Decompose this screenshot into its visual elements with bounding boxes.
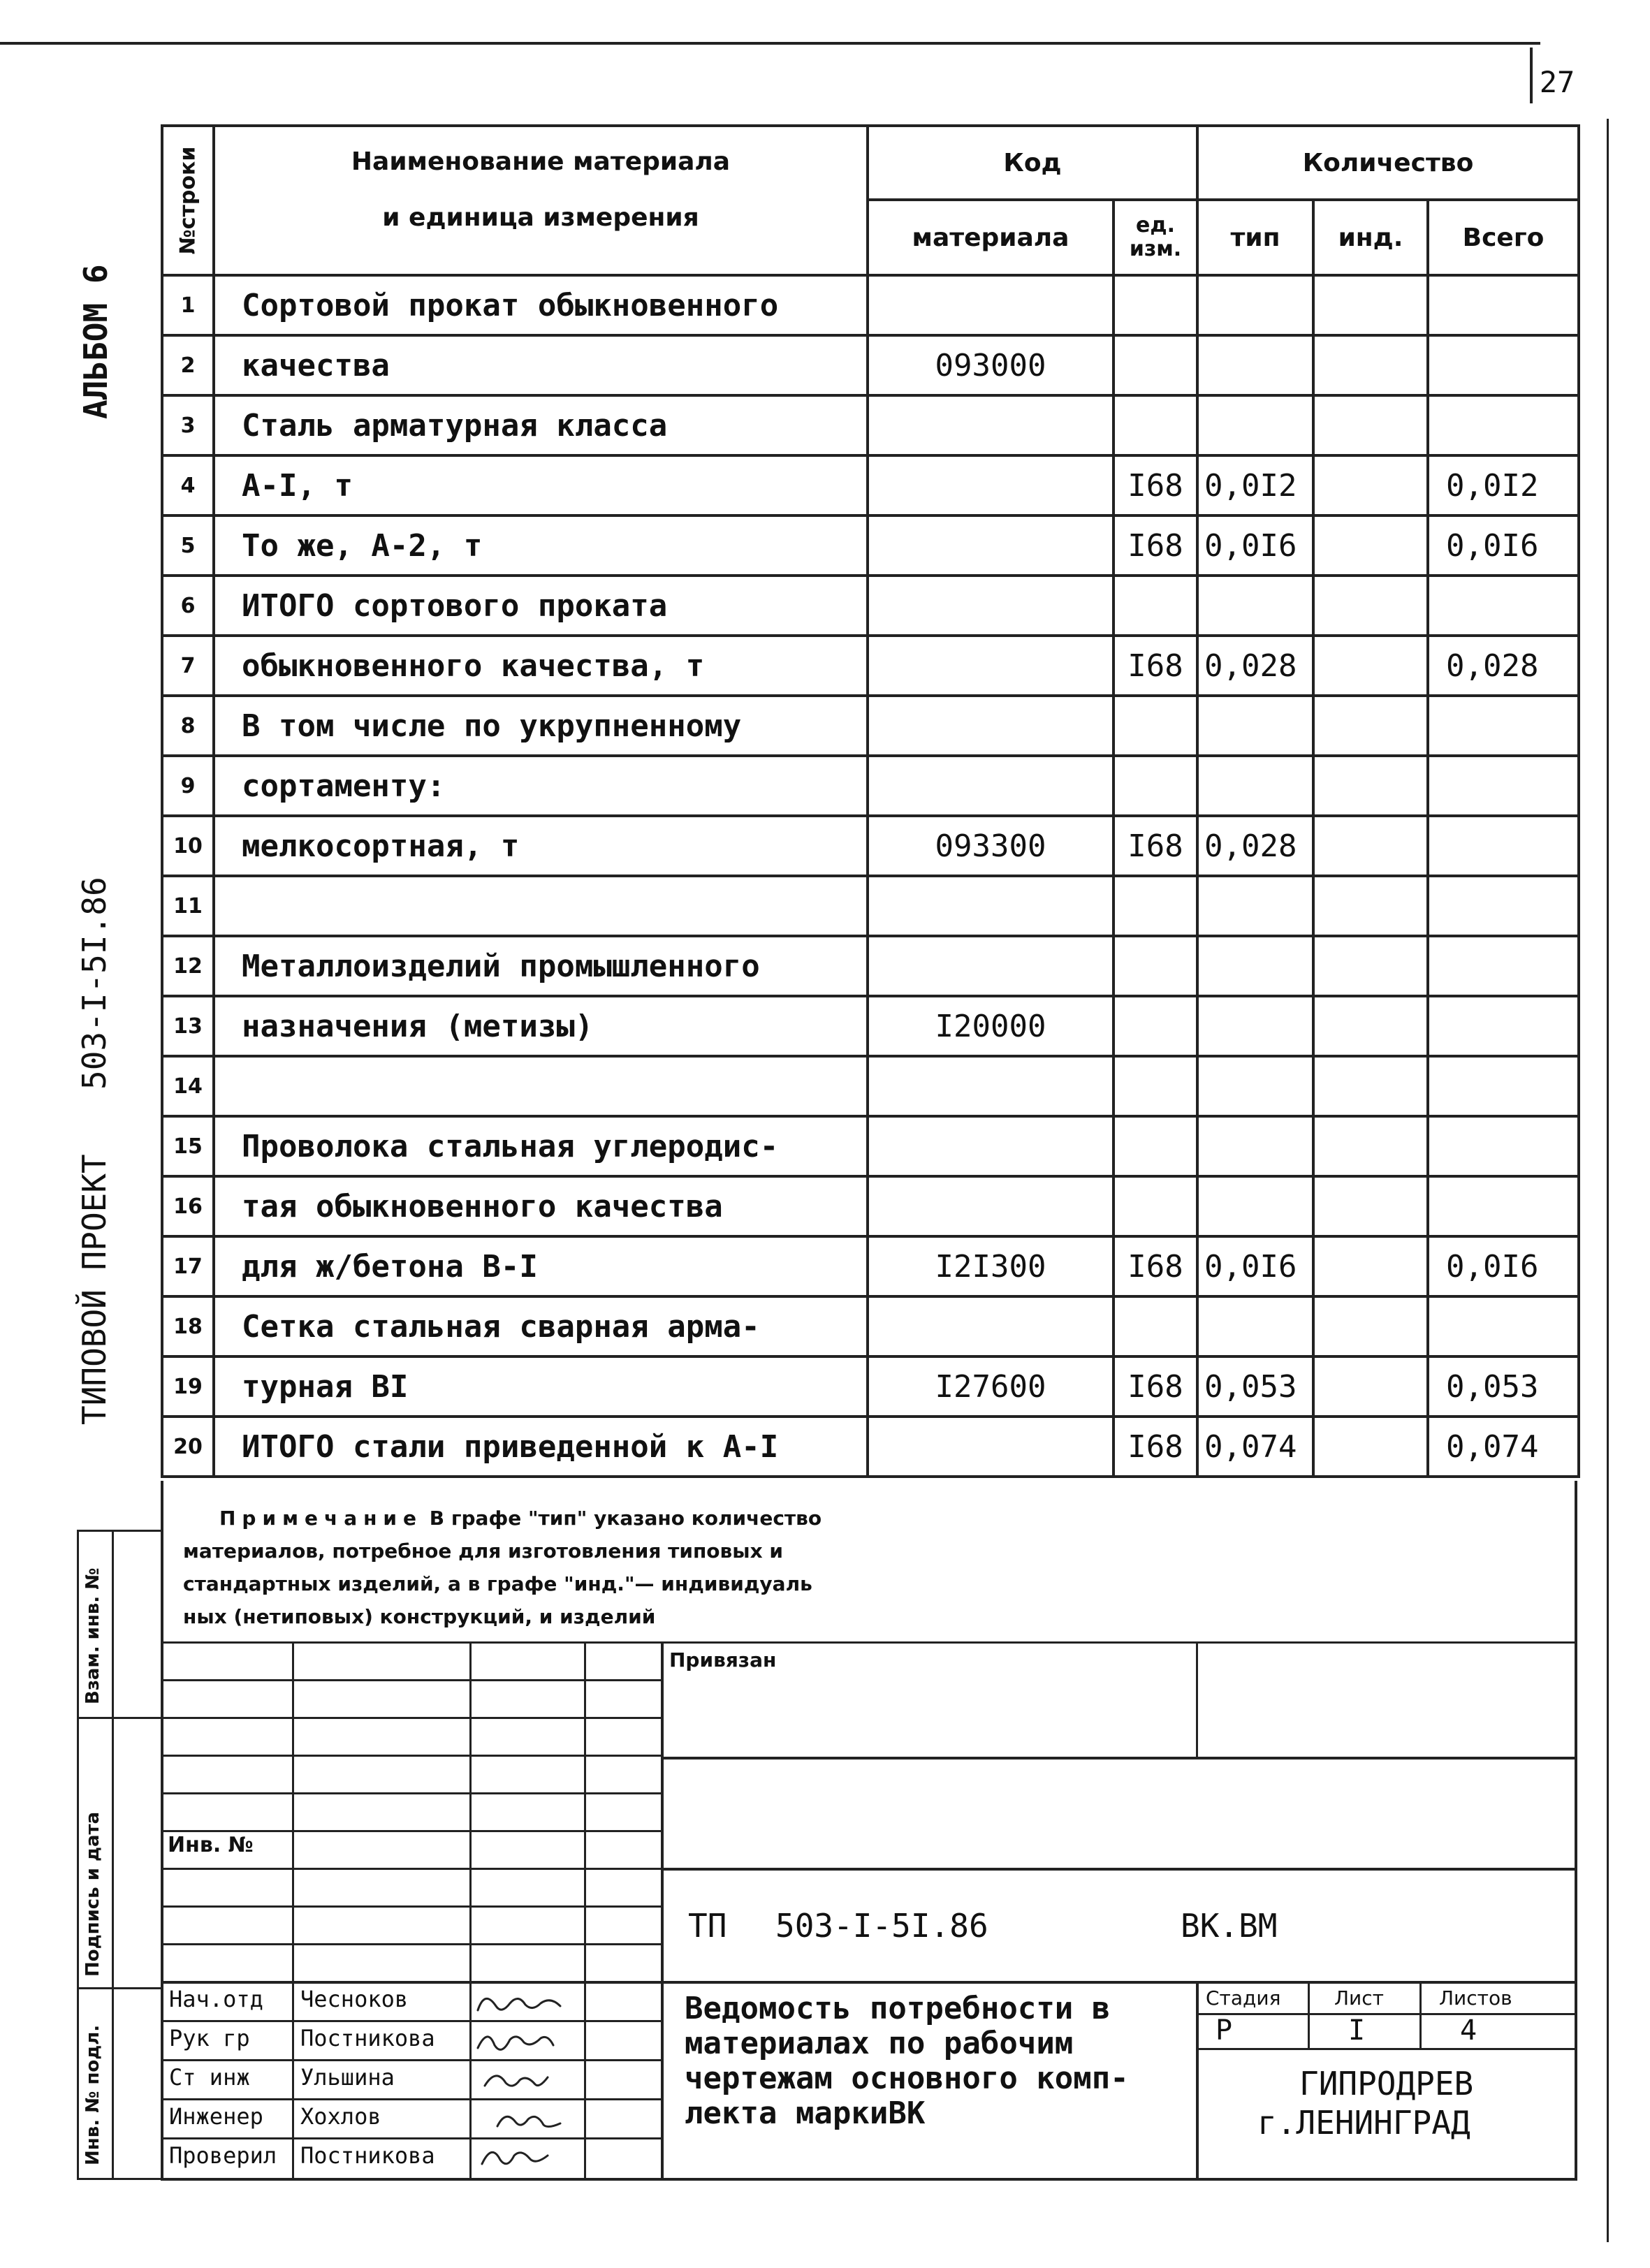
row-number-cell: 18 bbox=[162, 1296, 214, 1356]
row-total-cell bbox=[1428, 1176, 1579, 1236]
row-name-cell: Сетка стальная сварная арма- bbox=[214, 1296, 868, 1356]
stage-bottom bbox=[1196, 2048, 1575, 2050]
row-unit-cell bbox=[1114, 1176, 1197, 1236]
table-row bbox=[162, 1417, 1579, 1477]
grid-h2 bbox=[161, 1717, 661, 1719]
row-type-cell bbox=[1197, 936, 1313, 996]
row-ind-cell bbox=[1313, 1296, 1428, 1356]
row-number-cell: 13 bbox=[162, 996, 214, 1056]
stamp-right-rule bbox=[1575, 1481, 1577, 2179]
signature-3 bbox=[485, 2076, 548, 2086]
grid-h11 bbox=[161, 2059, 661, 2061]
header-name: Наименование материала и единица измерения bbox=[214, 126, 868, 275]
table-row bbox=[162, 816, 1579, 876]
row-unit-cell: I68 bbox=[1114, 816, 1197, 876]
row-name-cell: для ж/бетона В-I bbox=[214, 1236, 868, 1296]
row-code-cell bbox=[868, 696, 1114, 756]
top-rule bbox=[0, 42, 1540, 45]
header-ind: инд. bbox=[1313, 200, 1428, 275]
row-name-cell: мелкосортная, т bbox=[214, 816, 868, 876]
row-unit-cell bbox=[1114, 576, 1197, 636]
row-code-cell bbox=[868, 936, 1114, 996]
row-number-cell: 8 bbox=[162, 696, 214, 756]
row-number-cell: 20 bbox=[162, 1417, 214, 1477]
row-name-cell: Металлоизделий промышленного bbox=[214, 936, 868, 996]
grid-h10 bbox=[161, 2020, 661, 2022]
row-name-cell: То же, А-2, т bbox=[214, 515, 868, 576]
sheets-label: Листов bbox=[1439, 1987, 1512, 2010]
side-stamp-label-2: Подпись и дата bbox=[82, 1811, 103, 1977]
signature-1 bbox=[478, 1998, 560, 2010]
row-unit-cell bbox=[1114, 756, 1197, 816]
row-type-cell: 0,0I6 bbox=[1197, 1236, 1313, 1296]
row-type-cell bbox=[1197, 576, 1313, 636]
header-unit: ед. изм. bbox=[1114, 200, 1197, 275]
row-ind-cell bbox=[1313, 756, 1428, 816]
row-type-cell bbox=[1197, 275, 1313, 335]
row-ind-cell bbox=[1313, 1116, 1428, 1176]
row-number-cell: 19 bbox=[162, 1356, 214, 1417]
row-type-cell bbox=[1197, 1056, 1313, 1116]
row-ind-cell bbox=[1313, 816, 1428, 876]
row-code-cell: 093300 bbox=[868, 816, 1114, 876]
row-code-cell bbox=[868, 515, 1114, 576]
row-code-cell bbox=[868, 756, 1114, 816]
row-ind-cell bbox=[1313, 335, 1428, 395]
person-name-5: Постникова bbox=[300, 2142, 435, 2169]
row-ind-cell bbox=[1313, 395, 1428, 455]
row-total-cell: 0,053 bbox=[1428, 1356, 1579, 1417]
doc-title-line-1: Ведомость потребности в bbox=[685, 1991, 1111, 2026]
grid-h3 bbox=[161, 1755, 661, 1757]
row-number-cell: 17 bbox=[162, 1236, 214, 1296]
row-name-cell: В том числе по укрупненному bbox=[214, 696, 868, 756]
row-unit-cell bbox=[1114, 1056, 1197, 1116]
row-total-cell bbox=[1428, 576, 1579, 636]
row-ind-cell bbox=[1313, 275, 1428, 335]
note-line-4: ных (нетиповых) конструкций, и изделий bbox=[183, 1605, 656, 1628]
row-code-cell bbox=[868, 1296, 1114, 1356]
row-unit-cell: I68 bbox=[1114, 636, 1197, 696]
side-stamp-label-3: Инв. № подл. bbox=[82, 2024, 103, 2165]
person-name-3: Ульшина bbox=[300, 2064, 395, 2091]
signature-4 bbox=[497, 2116, 560, 2126]
row-code-cell bbox=[868, 275, 1114, 335]
note-block bbox=[183, 1502, 1566, 1633]
row-code-cell bbox=[868, 1417, 1114, 1477]
person-name-1: Чесноков bbox=[300, 1986, 409, 2012]
row-total-cell: 0,0I6 bbox=[1428, 1236, 1579, 1296]
side-strip-div-2 bbox=[77, 1987, 161, 1989]
row-unit-cell bbox=[1114, 275, 1197, 335]
row-name-cell: тая обыкновенного качества bbox=[214, 1176, 868, 1236]
table-row bbox=[162, 395, 1579, 455]
row-name-cell bbox=[214, 1056, 868, 1116]
row-name-cell: Сталь арматурная класса bbox=[214, 395, 868, 455]
doc-code-prefix: ТП bbox=[688, 1907, 727, 1945]
row-code-cell bbox=[868, 1056, 1114, 1116]
doc-mark: ВК.ВМ bbox=[1181, 1907, 1278, 1945]
row-ind-cell bbox=[1313, 455, 1428, 515]
table-row bbox=[162, 576, 1579, 636]
grid-h1 bbox=[161, 1679, 661, 1681]
row-code-cell bbox=[868, 1176, 1114, 1236]
row-type-cell bbox=[1197, 876, 1313, 936]
signature-2 bbox=[478, 2037, 553, 2050]
row-total-cell bbox=[1428, 816, 1579, 876]
table-row bbox=[162, 636, 1579, 696]
side-strip-outer bbox=[112, 1530, 114, 2179]
side-strip-div-1 bbox=[77, 1717, 161, 1719]
doc-title-line-3: чертежам основного комп- bbox=[685, 2061, 1129, 2096]
row-unit-cell bbox=[1114, 395, 1197, 455]
row-type-cell: 0,053 bbox=[1197, 1356, 1313, 1417]
table-row bbox=[162, 1116, 1579, 1176]
code-top bbox=[661, 1868, 1577, 1871]
row-code-cell: I20000 bbox=[868, 996, 1114, 1056]
row-name-cell: ИТОГО сортового проката bbox=[214, 576, 868, 636]
stage-value: Р bbox=[1215, 2014, 1233, 2047]
side-strip-bottom bbox=[77, 2178, 161, 2180]
row-code-cell: 093000 bbox=[868, 335, 1114, 395]
row-code-cell: I27600 bbox=[868, 1356, 1114, 1417]
table-row bbox=[162, 996, 1579, 1056]
row-unit-cell: I68 bbox=[1114, 1356, 1197, 1417]
side-stamp-label-1: Взам. инв. № bbox=[82, 1567, 103, 1704]
row-type-cell: 0,028 bbox=[1197, 816, 1313, 876]
row-unit-cell bbox=[1114, 996, 1197, 1056]
table-row bbox=[162, 335, 1579, 395]
table-row bbox=[162, 756, 1579, 816]
stamp-bottom-rule bbox=[161, 2178, 1577, 2181]
row-number-cell: 9 bbox=[162, 756, 214, 816]
row-number-cell: 2 bbox=[162, 335, 214, 395]
row-type-cell: 0,074 bbox=[1197, 1417, 1313, 1477]
grid-h8 bbox=[161, 1943, 661, 1945]
side-album-label: АЛЬБОМ 6 bbox=[77, 264, 115, 419]
row-ind-cell bbox=[1313, 576, 1428, 636]
table-row bbox=[162, 275, 1579, 335]
row-ind-cell bbox=[1313, 876, 1428, 936]
row-name-cell: качества bbox=[214, 335, 868, 395]
row-number-cell: 12 bbox=[162, 936, 214, 996]
row-type-cell bbox=[1197, 395, 1313, 455]
row-total-cell bbox=[1428, 1116, 1579, 1176]
row-type-cell bbox=[1197, 1176, 1313, 1236]
table-row bbox=[162, 1056, 1579, 1116]
row-total-cell: 0,028 bbox=[1428, 636, 1579, 696]
row-unit-cell bbox=[1114, 1296, 1197, 1356]
row-unit-cell: I68 bbox=[1114, 455, 1197, 515]
note-line-1: В графе "тип" указано количество bbox=[423, 1507, 822, 1530]
row-unit-cell bbox=[1114, 335, 1197, 395]
grid-h6 bbox=[161, 1868, 661, 1870]
table-row bbox=[162, 696, 1579, 756]
row-total-cell bbox=[1428, 876, 1579, 936]
table-row bbox=[162, 1296, 1579, 1356]
table-row bbox=[162, 515, 1579, 576]
materials-table bbox=[161, 124, 1580, 1478]
row-number-cell: 6 bbox=[162, 576, 214, 636]
person-role-2: Рук гр bbox=[169, 2025, 250, 2051]
row-number-cell: 1 bbox=[162, 275, 214, 335]
row-unit-cell bbox=[1114, 876, 1197, 936]
header-total: Всего bbox=[1428, 200, 1579, 275]
row-name-cell: турная ВI bbox=[214, 1356, 868, 1417]
row-unit-cell: I68 bbox=[1114, 1236, 1197, 1296]
row-total-cell bbox=[1428, 395, 1579, 455]
sheets-value: 4 bbox=[1460, 2014, 1477, 2047]
sheet-value: I bbox=[1348, 2014, 1366, 2047]
side-strip-inner bbox=[77, 1530, 79, 2179]
row-type-cell: 0,0I6 bbox=[1197, 515, 1313, 576]
row-type-cell bbox=[1197, 996, 1313, 1056]
row-unit-cell bbox=[1114, 936, 1197, 996]
row-type-cell bbox=[1197, 335, 1313, 395]
person-role-5: Проверил bbox=[169, 2142, 277, 2169]
stamp-top-rule bbox=[161, 1641, 1577, 1644]
row-name-cell: Проволока стальная углеродис- bbox=[214, 1116, 868, 1176]
row-name-cell: ИТОГО стали приведенной к А-I bbox=[214, 1417, 868, 1477]
row-total-cell bbox=[1428, 1056, 1579, 1116]
header-row-no: №строки bbox=[162, 126, 214, 275]
row-type-cell bbox=[1197, 1296, 1313, 1356]
stage-mid bbox=[1196, 2013, 1575, 2015]
doc-title-line-4: лекта маркиВК bbox=[685, 2095, 926, 2131]
row-name-cell: Сортовой прокат обыкновенного bbox=[214, 275, 868, 335]
header-type: тип bbox=[1197, 200, 1313, 275]
row-total-cell bbox=[1428, 996, 1579, 1056]
table-row bbox=[162, 455, 1579, 515]
table-row bbox=[162, 876, 1579, 936]
row-code-cell bbox=[868, 395, 1114, 455]
row-name-cell: обыкновенного качества, т bbox=[214, 636, 868, 696]
table-row bbox=[162, 1356, 1579, 1417]
privyazan-divider bbox=[1196, 1641, 1198, 1757]
privyazan-bottom bbox=[661, 1757, 1577, 1759]
row-total-cell bbox=[1428, 1296, 1579, 1356]
row-total-cell bbox=[1428, 696, 1579, 756]
row-number-cell: 14 bbox=[162, 1056, 214, 1116]
side-project-type: ТИПОВОЙ ПРОЕКТ bbox=[75, 1154, 113, 1425]
inv-no-label: Инв. № bbox=[168, 1833, 254, 1857]
row-number-cell: 11 bbox=[162, 876, 214, 936]
row-ind-cell bbox=[1313, 1176, 1428, 1236]
stage-label: Стадия bbox=[1206, 1987, 1281, 2010]
row-total-cell bbox=[1428, 936, 1579, 996]
row-name-cell: сортаменту: bbox=[214, 756, 868, 816]
row-number-cell: 10 bbox=[162, 816, 214, 876]
grid-h7 bbox=[161, 1905, 661, 1908]
grid-h4 bbox=[161, 1792, 661, 1794]
doc-code: 503-I-5I.86 bbox=[775, 1907, 988, 1945]
row-total-cell bbox=[1428, 756, 1579, 816]
row-code-cell bbox=[868, 636, 1114, 696]
grid-h9 bbox=[161, 1981, 661, 1984]
note-title: Примечание bbox=[219, 1507, 423, 1530]
privyazan-label: Привязан bbox=[669, 1648, 777, 1671]
row-name-cell: назначения (метизы) bbox=[214, 996, 868, 1056]
row-ind-cell bbox=[1313, 1356, 1428, 1417]
row-number-cell: 16 bbox=[162, 1176, 214, 1236]
row-number-cell: 4 bbox=[162, 455, 214, 515]
header-quantity: Количество bbox=[1197, 126, 1579, 200]
row-code-cell bbox=[868, 576, 1114, 636]
row-number-cell: 3 bbox=[162, 395, 214, 455]
header-code-material: материала bbox=[868, 200, 1114, 275]
row-ind-cell bbox=[1313, 1056, 1428, 1116]
row-ind-cell bbox=[1313, 936, 1428, 996]
row-number-cell: 5 bbox=[162, 515, 214, 576]
page-number: 27 bbox=[1530, 47, 1582, 103]
grid-h13 bbox=[161, 2137, 661, 2139]
row-code-cell bbox=[868, 876, 1114, 936]
grid-h5 bbox=[161, 1830, 661, 1832]
row-unit-cell bbox=[1114, 696, 1197, 756]
row-code-cell bbox=[868, 1116, 1114, 1176]
row-number-cell: 15 bbox=[162, 1116, 214, 1176]
row-type-cell bbox=[1197, 756, 1313, 816]
person-role-3: Ст инж bbox=[169, 2064, 250, 2091]
row-name-cell: А-I, т bbox=[214, 455, 868, 515]
row-type-cell bbox=[1197, 696, 1313, 756]
header-code: Код bbox=[868, 126, 1197, 200]
note-line-3: стандартных изделий, а в графе "инд."— индивидуаль bbox=[183, 1572, 812, 1595]
row-unit-cell: I68 bbox=[1114, 1417, 1197, 1477]
row-number-cell: 7 bbox=[162, 636, 214, 696]
person-role-1: Нач.отд bbox=[169, 1986, 263, 2012]
row-total-cell: 0,074 bbox=[1428, 1417, 1579, 1477]
row-type-cell: 0,028 bbox=[1197, 636, 1313, 696]
person-name-2: Постникова bbox=[300, 2025, 435, 2051]
row-type-cell bbox=[1197, 1116, 1313, 1176]
row-ind-cell bbox=[1313, 1236, 1428, 1296]
org-city: г.ЛЕНИНГРАД bbox=[1257, 2104, 1470, 2142]
person-role-4: Инженер bbox=[169, 2103, 263, 2130]
row-unit-cell bbox=[1114, 1116, 1197, 1176]
table-row bbox=[162, 1236, 1579, 1296]
row-total-cell bbox=[1428, 275, 1579, 335]
row-total-cell bbox=[1428, 335, 1579, 395]
row-code-cell: I2I300 bbox=[868, 1236, 1114, 1296]
row-total-cell: 0,0I2 bbox=[1428, 455, 1579, 515]
row-ind-cell bbox=[1313, 636, 1428, 696]
note-line-2: материалов, потребное для изготовления типовых и bbox=[183, 1539, 783, 1563]
row-code-cell bbox=[868, 455, 1114, 515]
row-type-cell: 0,0I2 bbox=[1197, 455, 1313, 515]
row-ind-cell bbox=[1313, 996, 1428, 1056]
title-top bbox=[661, 1981, 1577, 1984]
person-name-4: Хохлов bbox=[300, 2103, 381, 2130]
grid-h12 bbox=[161, 2098, 661, 2100]
side-project-code: 503-I-5I.86 bbox=[75, 877, 113, 1090]
row-ind-cell bbox=[1313, 515, 1428, 576]
org-name: ГИПРОДРЕВ bbox=[1299, 2065, 1474, 2102]
row-ind-cell bbox=[1313, 1417, 1428, 1477]
doc-title-line-2: материалах по рабочим bbox=[685, 2026, 1074, 2061]
table-row bbox=[162, 936, 1579, 996]
signature-5 bbox=[482, 2152, 548, 2164]
row-total-cell: 0,0I6 bbox=[1428, 515, 1579, 576]
row-name-cell bbox=[214, 876, 868, 936]
signatures bbox=[469, 1981, 584, 2178]
grid-v4 bbox=[661, 1641, 664, 2179]
row-unit-cell: I68 bbox=[1114, 515, 1197, 576]
stage-left bbox=[1196, 1981, 1199, 2178]
row-ind-cell bbox=[1313, 696, 1428, 756]
right-border bbox=[1607, 119, 1609, 2242]
side-strip-top bbox=[77, 1530, 161, 1532]
table-row bbox=[162, 1176, 1579, 1236]
sheet-label: Лист bbox=[1334, 1987, 1384, 2010]
